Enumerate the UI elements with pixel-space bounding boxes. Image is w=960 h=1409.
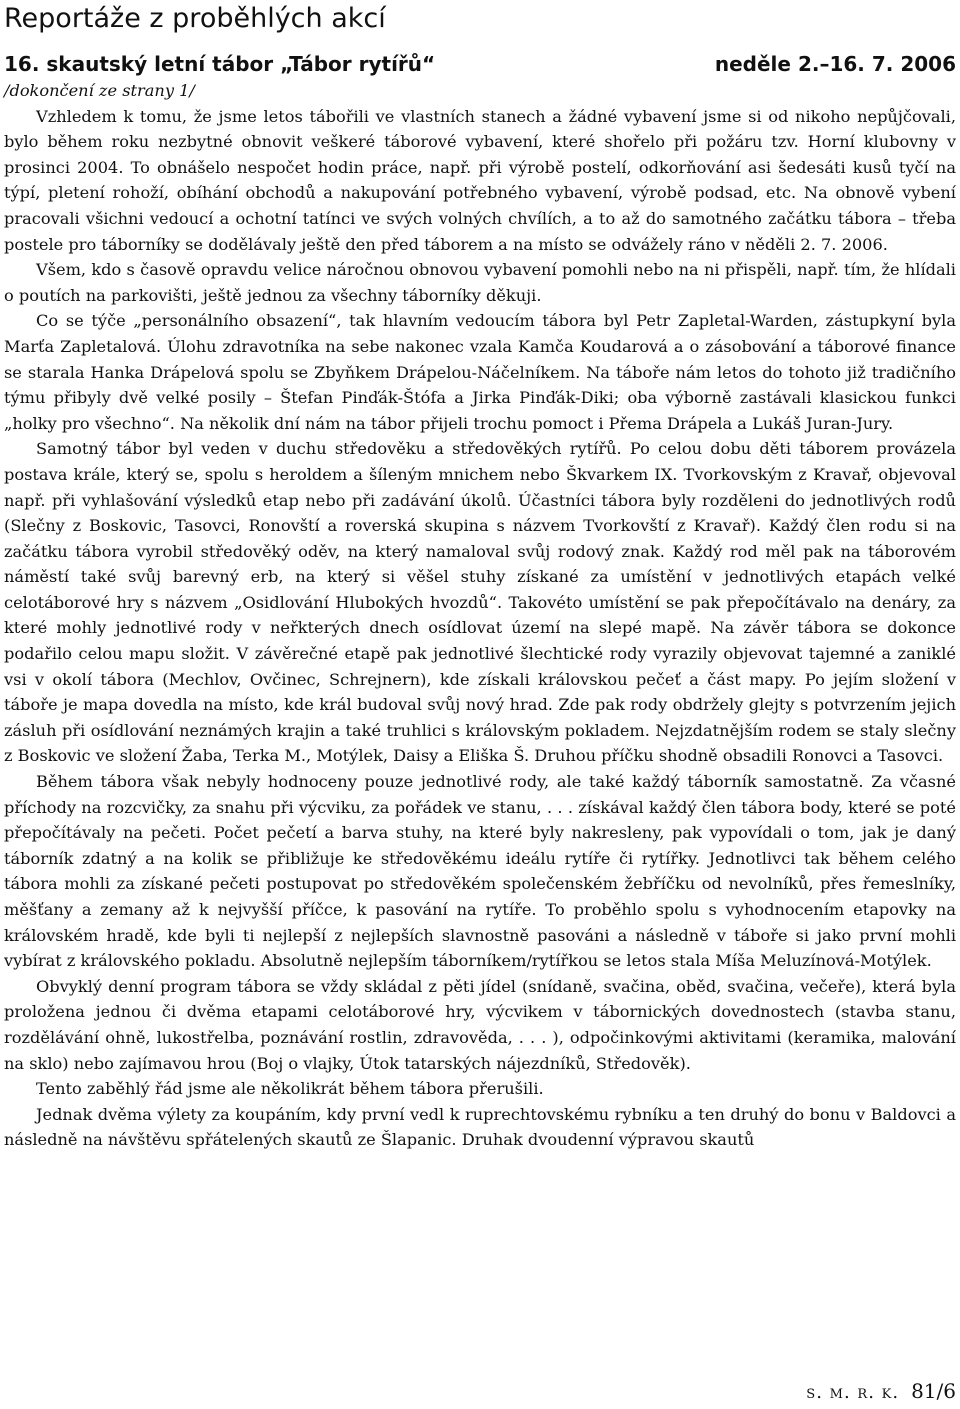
paragraph: Samotný tábor byl veden v duchu středověku a středověkých rytířů. Po celou dobu děti táborem provázela postava krále, který se, spolu s heroldem a šíleným mnichem nebo Škvarkem IX. Tvorkovským z Kravař, objevoval např. při vyhlašování výsledků etap nebo při zadávání úkolů. Účastníci tábora byly rozděleni do jednotlivých rodů (Slečny z Boskovic, Tasovci, Ronovští a roverská skupina s názvem Tvorkovští z Kravař). Každý člen rodu si na začátku tábora vyrobil středověký oděv, na který namaloval svůj rodový znak. Každý rod měl pak na táborovém náměstí také svůj barevný erb, na který si věšel stuhy získané za umístění v jednotlivých etapách velké celotáborové hry s názvem „Osidlování Hlubokých hvozdů“. Takovéto umístění se pak přepočítávalo na denáry, za které mohly jednotlivé rody v neřkterých dnech osídlovat území na slepé mapě. Na závěr tábora se dokonce podařilo celou mapu složit. V závěrečné etapě pak jednotlivé šlechtické rody vyrazily objevovat tajemné a zaniklé vsi v okolí tábora (Mechlov, Ovčinec, Schrejnern), kde získali královskou pečeť a část mapy. Po jejím složení v táboře je mapa dovedla na místo, kde král budoval svůj nový hrad. Zde pak rody obdržely glejty s potvrzením jejich zásluh při osídlování neznámých krajin a také truhlici s královským pokladem. Nejzdatnějším rodem se staly slečny z Boskovic ve složení Žaba, Terka M., Motýlek, Daisy a Eliška Š. Druhou příčku shodně obsadili Ronovci a Tasovci. [4,439,956,766]
continuation-note: /dokončení ze strany 1/ [4,81,195,100]
article-header [4,50,956,78]
page-number: 81/6 [911,1379,956,1403]
paragraph: Během tábora však nebyly hodnoceny pouze jednotlivé rody, ale také každý táborník samostatně. Za včasné příchody na rozcvičky, za snahu při výcviku, za pořádek ve stanu, . . . získával každý člen tábora body, které se poté přepočítávaly na pečeti. Počet pečetí a barva stuhy, na které byly nakresleny, pak vypovídali o tom, jak je daný táborník zdatný a na kolik se přibližuje ke středověkému ideálu rytíře či rytířky. Jednotlivci tak během celého tábora mohli za získané pečeti postupovat po středověkém společenském žebříčku od nevolníků, přes řemeslníky, měšťany a zemany až k nejvyšší příčce, k pasování na rytíře. To proběhlo spolu s vyhodnocením etapovky na královském hradě, kde byli ti nejlepší z nejlepších slavnostně pasováni a následně v táboře si jako první mohli vybírat z královského pokladu. Absolutně nejlepším táborníkem/rytířkou se letos stala Míša Meluzínová-Motýlek. [4,772,956,971]
paragraph: Obvyklý denní program tábora se vždy skládal z pěti jídel (snídaně, svačina, oběd, svačina, večeře), která byla proložena jednou či dvěma etapami celotáborové hry, výcvikem v tábornických dovednostech (stavba stanu, rozdělávání ohně, lukostřelba, poznávání rostlin, zdravověda, . . . ), odpočinkovými aktivitami (keramika, malování na sklo) nebo zajímavou hrou (Boj o vlajky, Útok tatarských nájezdníků, Středověk). [4,976,956,1073]
page [4,0,956,1153]
article-body [4,78,956,1153]
page-footer [806,1378,956,1406]
paragraph: Všem, kdo s časově opravdu velice náročnou obnovou vybavení pomohli nebo na ni přispěli, např. tím, že hlídali o poutích na parkovišti, ještě jednou za všechny táborníky děkuji. [4,260,956,305]
article-date: neděle 2.–16. 7. 2006 [714,52,956,76]
publication-mark: s. m. r. k. [806,1382,900,1403]
section-title: Reportáže z proběhlých akcí [4,3,386,34]
paragraph: Jednak dvěma výlety za koupáním, kdy první vedl k ruprechtovskému rybníku a ten druhý do bonu v Baldovci a následně na návštěvu spřátelených skautů ze Šlapanic. Druhak dvoudenní výpravou skautů [4,1104,956,1150]
article-title: 16. skautský letní tábor „Tábor rytířů“ [4,52,436,76]
paragraph: Vzhledem k tomu, že jsme letos tábořili ve vlastních stanech a žádné vybavení jsme si od nikoho nepůjčovali, bylo během roku nezbytné obnovit veškeré táborové vybavení, které shořelo při požáru tzv. Horní klubovny v prosinci 2004. To obnášelo nespočet hodin práce, např. při výrobě postelí, odkorňování asi šedesáti kusů tyčí na týpí, pletení rohoží, obíhání obchodů a nakupování potřebného vybavení, výrobě podsad, etc. Na obnově vybení pracovali všichni vedoucí a ochotní tatínci ve svých volných chvílích, a to až do samotného začátku tábora – třeba postele pro táborníky se dodělávaly ještě den před táborem a na místo se odvážely ráno v něděli 2. 7. 2006. [4,106,956,254]
paragraph: Co se týče „personálního obsazení“, tak hlavním vedoucím tábora byl Petr Zapletal-Warden, zástupkyní byla Marťa Zapletalová. Úlohu zdravotníka na sebe nakonec vzala Kamča Koudarová a o zásobování a táborové finance se starala Hanka Drápelová spolu se Zbyňkem Drápelou-Náčelníkem. Na táboře nám letos do tohoto již tradičního týmu přibyly dvě velké posily – Štefan Pinďák-Štófa a Jirka Pinďák-Diki; oba výborně zastávali klasickou funkci „holky pro všechno“. Na několik dní nám na tábor přijeli trochu pomoct i Přema Drápela a Lukáš Juran-Jury. [4,311,956,433]
paragraph: Tento zaběhlý řád jsme ale několikrát během tábora přerušili. [36,1079,544,1099]
